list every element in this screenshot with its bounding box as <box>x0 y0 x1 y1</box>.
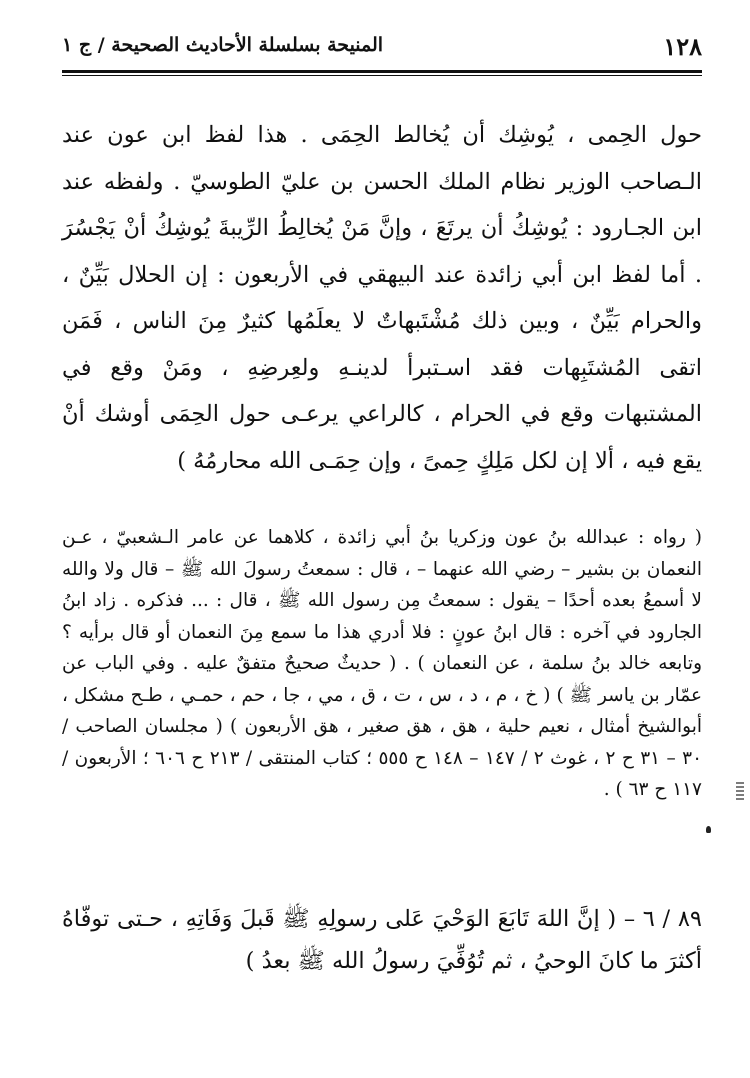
scan-artifact-mark <box>736 780 744 800</box>
main-text-block <box>62 112 702 484</box>
takhrij-notes-block <box>62 522 702 806</box>
running-title: المنيحة بسلسلة الأحاديث الصحيحة / ج ١ <box>62 34 384 56</box>
main-paragraph: حول الحِمى ، يُوشِك أن يُخالط الحِمَى . هذا لفظ ابن عون عند الـصاحب الوزير نظام الملك الحسن بن عليّ الطوسيّ . ولفظه عند ابن الجـارود : يُوشِكُ أن يرتَعَ ، وإنَّ مَنْ يُخالِطُ الرِّيبةَ يُوشِكُ أنْ يَجْسُرَ . أما لفظ ابن أبي زائدة عند البيهقي في الأربعون : إن الحلال بَيِّنٌ ، والحرام بَيِّنٌ ، وبين ذلك مُشْتَبهاتٌ لا يعلَمُها كثيرٌ مِنَ الناس ، فَمَن اتقى المُشتَبِهات فقد اسـتبرأ لدينـهِ ولعِرضِهِ ، ومَنْ وقع في المشتبهات وقع في الحرام ، كالراعي يرعـى حول الحِمَى أوشك أنْ يقع فيه ، ألا إن لكل مَلِكٍ حِمىً ، وإن حِمَـى الله محارمُهُ ) <box>62 122 702 474</box>
header-rule <box>62 70 702 73</box>
hadith-paragraph: ٨٩ / ٦ – ( إنَّ اللهَ تَابَعَ الوَحْيَ عَلى رسولِهِ ﷺ قَبلَ وَفَاتِهِ ، حـتى توفّاهُ أكثرَ ما كانَ الوحيُ ، ثم تُوُفِّيَ رسولُ الله ﷺ بعدُ ) <box>62 906 702 974</box>
page-number: ١٢٨ <box>663 32 702 61</box>
header-rule-thin <box>62 75 702 76</box>
scan-artifact-dot <box>706 826 711 833</box>
takhrij-paragraph: ( رواه : عبدالله بنُ عون وزكريا بنُ أبي زائدة ، كلاهما عن عامر الـشعبيّ ، عـن النعمان بن بشير – رضي الله عنهما – ، قال : سمعتُ رسولَ الله ﷺ – قال ولا والله لا أسمعُ بعده أحدًا – يقول : سمعتُ مِن رسول الله ﷺ ، قال : ... فذكره . زاد ابنُ الجارود في آخره : قال ابنُ عونٍ : فلا أدري هذا ما سمع مِنَ النعمان أو قال برأيه ؟ وتابعه خالد بنُ سلمة ، عن النعمان ) . ( حديثٌ صحيحٌ متفقٌ عليه . وفي الباب عن عمّار بن ياسر ﷺ ) ( خ ، م ، د ، س ، ت ، ق ، مي ، جا ، حم ، حمـي ، طـح مشكل ، أبوالشيخ أمثال ، نعيم حلية ، هق ، هق صغير ، هق الأربعون ) ( مجلسان الصاحب / ٣٠ – ٣١ ح ٢ ، غوث ٢ / ١٤٧ – ١٤٨ ح ٥٥٥ ؛ كتاب المنتقى / ٢١٣ ح ٦٠٦ ؛ الأربعون / ١١٧ ح ٦٣ ) . <box>62 527 703 800</box>
page-header <box>62 24 702 74</box>
hadith-block <box>62 898 702 982</box>
